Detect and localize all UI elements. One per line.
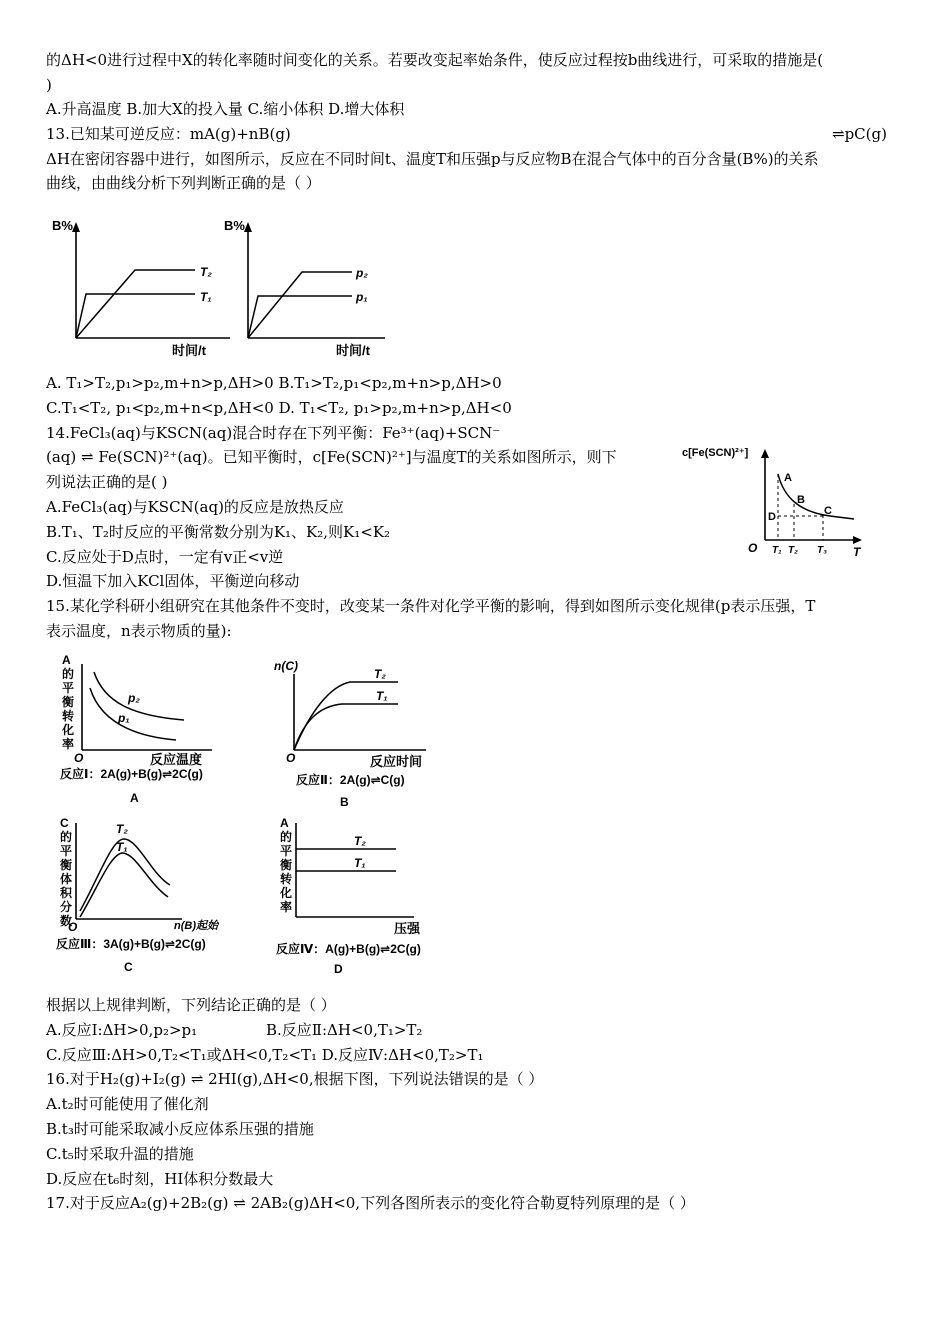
axis-label-y-char: 衡	[280, 858, 293, 872]
figure-15-a	[52, 650, 242, 812]
option-line: D.反应在t₆时刻，HI体积分数最大	[46, 1170, 274, 1188]
axis-label-x: 反应温度	[150, 752, 203, 767]
option-line: A.FeCl₃(aq)与KSCN(aq)的反应是放热反应	[46, 498, 344, 516]
option-line: C.反应Ⅲ:ΔH>0,T₂<T₁或ΔH<0,T₂<T₁ D.反应Ⅳ:ΔH<0,T₂>T₁	[46, 1046, 484, 1064]
axis-label-y: B%	[224, 218, 245, 233]
origin-label: O	[748, 541, 758, 555]
axis-label-y-char: 平	[62, 681, 75, 695]
curve-p2	[248, 272, 352, 338]
question-13: 13.已知某可逆反应：mA(g)+nB(g)	[46, 125, 291, 143]
curve-label: T₂	[200, 265, 212, 279]
question-14: 14.FeCl₃(aq)与KSCN(aq)混合时存在下列平衡：Fe³⁺(aq)+SCN⁻	[46, 424, 501, 442]
origin-label: O	[286, 751, 296, 765]
axis-label-y-char: 衡	[62, 695, 75, 709]
option-line: C.反应处于D点时，一定有v正<v逆	[46, 548, 284, 566]
axis-label-y-char: A	[280, 816, 289, 830]
figure-tag: D	[334, 962, 343, 976]
origin-label: O	[74, 751, 84, 765]
axis-label-y-char: C	[60, 816, 69, 830]
question-15: 15.某化学科研小组研究在其他条件不变时，改变某一条件对化学平衡的影响，得到如图所示变化规律(p表示压强，T	[46, 597, 816, 615]
figure-tag: B	[340, 795, 349, 809]
text-line: )	[46, 76, 52, 94]
reaction-caption: 反应Ⅱ：2A(g)⇌C(g)	[296, 773, 405, 787]
text-line: 根据以上规律判断，下列结论正确的是（ ）	[46, 996, 336, 1014]
option-line: C.t₅时采取升温的措施	[46, 1145, 194, 1163]
reaction-caption: 反应Ⅳ：A(g)+B(g)⇌2C(g)	[276, 942, 421, 956]
figure-15-c	[52, 815, 242, 977]
axis-label-y-char: 化	[280, 886, 293, 900]
axis-label-y-char: 数	[60, 914, 73, 928]
axis-label-y-char: 的	[62, 667, 75, 681]
option-line: C.T₁<T₂, p₁<p₂,m+n<p,ΔH<0 D. T₁<T₂, p₁>p₂,m+n>p,ΔH<0	[46, 399, 512, 417]
axis-label-y-char: 衡	[60, 858, 73, 872]
curve-label: p₁	[118, 711, 130, 725]
text-line: 表示温度，n表示物质的量):	[46, 622, 232, 640]
axis-label-y-char: 转	[280, 872, 293, 886]
curve-label: T₁	[376, 689, 388, 703]
point-label: B	[797, 494, 805, 506]
figure-14	[680, 440, 870, 565]
graph-13-pressure	[224, 218, 385, 358]
point-label: C	[824, 505, 832, 517]
curve-label: T₁	[354, 856, 366, 870]
figure-tag: C	[124, 960, 133, 974]
axis-label-x: n(B)起始	[174, 920, 218, 932]
axis-label-y-char: 体	[60, 872, 73, 886]
tick-label: T₃	[817, 545, 827, 556]
curve-label: p₁	[356, 290, 368, 304]
curve-t2	[76, 270, 195, 338]
text-line: ΔH在密闭容器中进行，如图所示，反应在不同时间t、温度T和压强p与反应物B在混合气体中的百分含量(B%)的关系	[46, 150, 819, 168]
axis-label-y-char: 率	[280, 900, 293, 914]
option-line: A.t₂时可能使用了催化剂	[46, 1095, 209, 1113]
reaction-caption: 反应Ⅲ：3A(g)+B(g)⇌2C(g)	[56, 937, 206, 951]
axis-label-x: T	[853, 545, 861, 559]
axis-label-x: 反应时间	[370, 754, 423, 769]
curve-label: p₂	[128, 691, 140, 705]
figure-13	[40, 210, 400, 360]
text-line: 的ΔH<0进行过程中X的转化率随时间变化的关系。若要改变起率始条件，使反应过程按b曲线进行，可采取的措施是(	[46, 51, 824, 69]
axis-label-y-char: 积	[60, 886, 73, 900]
curve-p1	[248, 296, 352, 338]
figure-15-b	[270, 652, 445, 814]
axis-label-x: 时间/t	[336, 343, 370, 358]
option-line: A. T₁>T₂,p₁>p₂,m+n>p,ΔH>0 B.T₁>T₂,p₁<p₂,m+n>p,ΔH>0	[46, 374, 502, 392]
curve-label: p₂	[356, 266, 368, 280]
axis-label-y-char: 的	[60, 830, 73, 844]
figure-tag: A	[130, 791, 139, 805]
text-line: 曲线，由曲线分析下列判断正确的是（ ）	[46, 174, 321, 192]
option-line: B.反应Ⅱ:ΔH<0,T₁>T₂	[266, 1021, 423, 1039]
question-16: 16.对于H₂(g)+I₂(g) ⇌ 2HI(g),ΔH<0,根据下图，下列说法错误的是（ ）	[46, 1070, 544, 1088]
point-label: D	[768, 511, 776, 523]
axis-label-y-char: A	[62, 653, 71, 667]
axis-label-y-char: 率	[62, 737, 75, 751]
tick-label: T₁	[772, 545, 782, 556]
question-17: 17.对于反应A₂(g)+2B₂(g) ⇌ 2AB₂(g)ΔH<0,下列各图所表示的变化符合勒夏特列原理的是（ ）	[46, 1194, 695, 1212]
axis-label-y: n(C)	[274, 659, 298, 673]
curve-label: T₁	[116, 840, 128, 854]
curve-label: T₂	[354, 834, 366, 848]
tick-label: T₂	[788, 545, 798, 556]
curve-t1	[76, 294, 195, 338]
axis-label-y-char: 平	[60, 844, 73, 858]
graph-13-temperature	[52, 218, 230, 358]
option-line: B.T₁、T₂时反应的平衡常数分别为K₁、K₂,则K₁<K₂	[46, 523, 391, 541]
text-line: A.升高温度 B.加大X的投入量 C.缩小体积 D.增大体积	[46, 100, 405, 118]
axis-label-y-char: 化	[62, 723, 75, 737]
axis-label-y-char: 转	[62, 709, 75, 723]
axis-label-y: B%	[52, 218, 73, 233]
text-line: 列说法正确的是( )	[46, 473, 168, 491]
curve-label: T₁	[200, 290, 212, 304]
axis-label-x: 时间/t	[172, 343, 206, 358]
curve-label: T₂	[374, 667, 386, 681]
axis-label-y-char: 分	[60, 900, 73, 914]
axis-label-y: c[Fe(SCN)²⁺]	[682, 447, 749, 459]
figure-15-d	[274, 815, 449, 977]
origin-label: O	[68, 920, 78, 934]
option-line: B.t₃时可能采取减小反应体系压强的措施	[46, 1120, 314, 1138]
curve-label: T₂	[116, 822, 128, 836]
curve-t1	[294, 704, 398, 750]
axis-label-y-char: 平	[280, 844, 293, 858]
axis-label-y-char: 的	[280, 830, 293, 844]
text-line: ⇌pC(g)	[832, 125, 887, 143]
option-line: D.恒温下加入KCl固体，平衡逆向移动	[46, 572, 300, 590]
reaction-caption: 反应Ⅰ：2A(g)+B(g)⇌2C(g)	[60, 767, 203, 781]
option-line: A.反应Ⅰ:ΔH>0,p₂>p₁	[46, 1021, 198, 1039]
text-line: (aq) ⇌ Fe(SCN)²⁺(aq)。已知平衡时，c[Fe(SCN)²⁺]与温度T的关系如图所示，则下	[46, 448, 617, 466]
point-label: A	[784, 472, 792, 484]
axis-label-x: 压强	[394, 921, 421, 936]
